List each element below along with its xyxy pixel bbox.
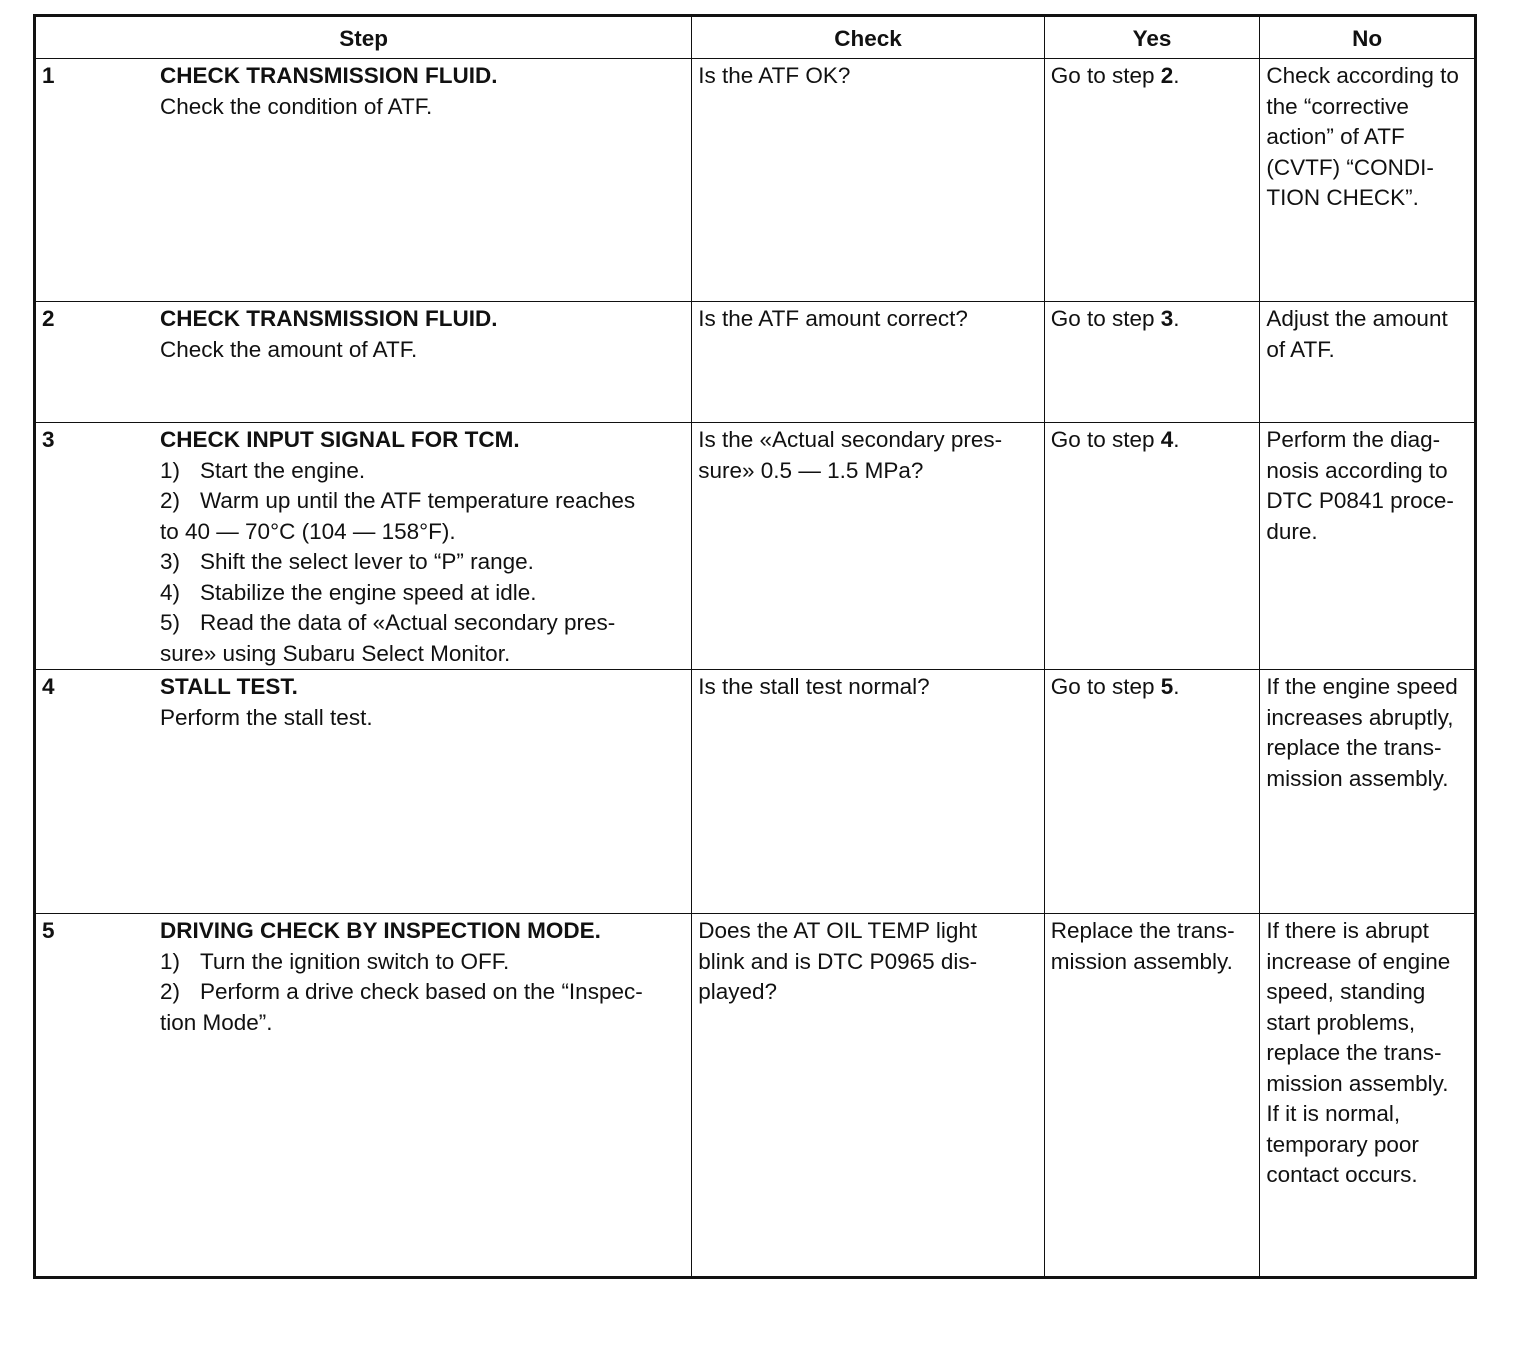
yes-text xyxy=(1051,674,1180,699)
check-cell xyxy=(692,914,1044,1278)
check-text: Is the stall test normal? xyxy=(698,674,930,699)
no-line: contact occurs. xyxy=(1266,1162,1418,1187)
yes-prefix: Go to step xyxy=(1050,427,1161,452)
sub-step-continuation: sure» using Subaru Select Monitor. xyxy=(160,640,511,666)
check-line: Does the AT OIL TEMP light xyxy=(698,918,978,943)
yes-suffix: . xyxy=(1173,427,1180,452)
check-line: played? xyxy=(698,979,778,1004)
yes-suffix: . xyxy=(1173,306,1180,331)
yes-step-number: 2 xyxy=(1160,63,1174,88)
step-cell xyxy=(35,423,692,670)
step-title: CHECK TRANSMISSION FLUID. xyxy=(160,306,498,331)
header-yes: Yes xyxy=(1044,16,1260,59)
no-line: DTC P0841 proce- xyxy=(1266,488,1454,513)
yes-text xyxy=(1051,63,1180,88)
step-cell xyxy=(35,914,692,1278)
no-cell xyxy=(1260,302,1476,423)
no-line: TION CHECK”. xyxy=(1266,185,1419,210)
table-row xyxy=(35,423,1476,670)
sub-step-number: 2) xyxy=(160,488,181,513)
sub-step-text: Shift the select lever to “P” range. xyxy=(200,549,534,574)
step-cell xyxy=(35,59,692,302)
yes-step-number: 4 xyxy=(1160,427,1174,452)
no-line: dure. xyxy=(1266,518,1318,544)
yes-cell xyxy=(1044,302,1260,423)
header-no: No xyxy=(1260,16,1476,59)
sub-step-text: Stabilize the engine speed at idle. xyxy=(200,579,537,605)
sub-step-number: 1) xyxy=(160,948,181,974)
step-number: 5 xyxy=(42,918,55,943)
sub-step-number: 1) xyxy=(160,457,181,483)
no-line: If the engine speed xyxy=(1266,674,1458,699)
sub-step xyxy=(160,947,685,978)
diagnostic-table xyxy=(33,14,1477,1279)
sub-step-text: Perform a drive check based on the “Inspec- xyxy=(200,979,643,1004)
check-line: blink and is DTC P0965 dis- xyxy=(698,948,978,974)
no-line: increase of engine xyxy=(1266,948,1451,974)
step-cell xyxy=(35,302,692,423)
yes-prefix: Go to step xyxy=(1050,63,1161,88)
no-line: temporary poor xyxy=(1266,1131,1419,1157)
sub-step xyxy=(160,486,685,517)
sub-step-number: 3) xyxy=(160,549,181,574)
check-line: sure» 0.5 — 1.5 MPa? xyxy=(698,457,924,483)
table-row xyxy=(35,670,1476,914)
table-row xyxy=(35,914,1476,1278)
step-description: Perform the stall test. xyxy=(160,704,373,730)
yes-cell xyxy=(1044,914,1260,1278)
step-title: CHECK TRANSMISSION FLUID. xyxy=(160,63,498,88)
check-cell xyxy=(692,59,1044,302)
no-line: speed, standing xyxy=(1266,979,1426,1004)
step-title: CHECK INPUT SIGNAL FOR TCM. xyxy=(160,427,520,452)
yes-cell xyxy=(1044,670,1260,914)
no-cell xyxy=(1260,59,1476,302)
check-cell xyxy=(692,423,1044,670)
yes-text xyxy=(1051,306,1180,331)
sub-step xyxy=(160,578,685,609)
step-title: STALL TEST. xyxy=(160,674,298,699)
yes-suffix: . xyxy=(1173,674,1180,699)
sub-step-text: Turn the ignition switch to OFF. xyxy=(200,948,510,974)
no-line: replace the trans- xyxy=(1266,1040,1442,1065)
sub-step-number: 2) xyxy=(160,979,181,1004)
table-row xyxy=(35,302,1476,423)
step-title: DRIVING CHECK BY INSPECTION MODE. xyxy=(160,918,601,943)
yes-line: mission assembly. xyxy=(1050,948,1233,974)
step-cell xyxy=(35,670,692,914)
yes-cell xyxy=(1044,59,1260,302)
yes-suffix: . xyxy=(1173,63,1180,88)
no-line: (CVTF) “CONDI- xyxy=(1266,154,1434,180)
no-cell xyxy=(1260,670,1476,914)
yes-line: Replace the trans- xyxy=(1050,918,1235,943)
no-line: Adjust the amount xyxy=(1266,306,1448,331)
no-line: of ATF. xyxy=(1266,336,1335,362)
sub-step-text: Read the data of «Actual secondary pres- xyxy=(200,610,616,635)
header-step: Step xyxy=(35,16,692,59)
sub-step-text: Warm up until the ATF temperature reaches xyxy=(200,488,636,513)
step-number: 4 xyxy=(42,674,55,699)
sub-step-text: Start the engine. xyxy=(200,457,366,483)
table-row xyxy=(35,59,1476,302)
no-line: Perform the diag- xyxy=(1266,427,1441,452)
no-line: Check according to xyxy=(1266,63,1459,88)
check-cell xyxy=(692,670,1044,914)
no-line: nosis according to xyxy=(1266,457,1448,483)
sub-step-continuation: to 40 — 70°C (104 — 158°F). xyxy=(160,518,456,544)
sub-step-continuation: tion Mode”. xyxy=(160,1009,273,1035)
check-text: Is the ATF OK? xyxy=(698,63,851,88)
sub-step xyxy=(160,608,685,639)
no-line: mission assembly. xyxy=(1266,765,1449,791)
step-description: Check the amount of ATF. xyxy=(160,336,418,362)
sub-step xyxy=(160,977,685,1008)
sub-step-number: 4) xyxy=(160,579,181,605)
no-line: increases abruptly, xyxy=(1266,704,1454,730)
sub-step xyxy=(160,456,685,487)
no-line: action” of ATF xyxy=(1266,124,1405,149)
no-line: start problems, xyxy=(1266,1009,1416,1035)
sub-step-number: 5) xyxy=(160,610,181,635)
header-check: Check xyxy=(692,16,1044,59)
no-line: If it is normal, xyxy=(1266,1101,1401,1126)
no-line: replace the trans- xyxy=(1266,735,1442,760)
yes-prefix: Go to step xyxy=(1050,306,1161,331)
check-line: Is the «Actual secondary pres- xyxy=(698,427,1003,452)
yes-prefix: Go to step xyxy=(1050,674,1161,699)
step-number: 3 xyxy=(42,427,55,452)
check-text: Is the ATF amount correct? xyxy=(698,306,968,331)
header-row xyxy=(35,16,1476,59)
no-line: If there is abrupt xyxy=(1266,918,1429,943)
yes-cell xyxy=(1044,423,1260,670)
yes-step-number: 3 xyxy=(1160,306,1174,331)
no-cell xyxy=(1260,914,1476,1278)
yes-text xyxy=(1051,427,1180,452)
step-description: Check the condition of ATF. xyxy=(160,93,433,119)
step-number: 2 xyxy=(42,306,55,331)
step-number: 1 xyxy=(42,63,55,88)
no-cell xyxy=(1260,423,1476,670)
yes-step-number: 5 xyxy=(1160,674,1174,699)
no-line: the “corrective xyxy=(1266,93,1409,119)
check-cell xyxy=(692,302,1044,423)
no-line: mission assembly. xyxy=(1266,1070,1449,1096)
sub-step xyxy=(160,547,685,578)
